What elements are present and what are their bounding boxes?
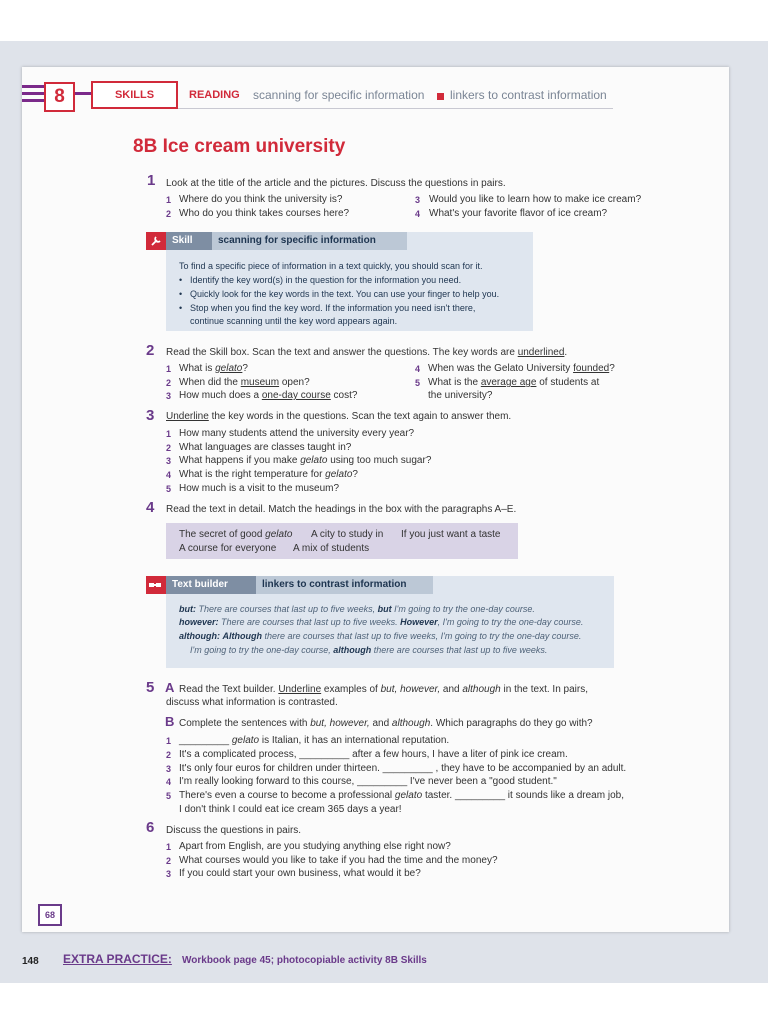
- ex2-item-num: 1: [166, 364, 172, 374]
- text-builder-line: however: There are courses that last up to five weeks. However, I'm going to try the one-day course.: [179, 617, 584, 627]
- ex2-item-num: 4: [415, 364, 421, 374]
- skill-bullet: Quickly look for the key words in the text. You can use your finger to help you.: [190, 289, 500, 299]
- heading-option: A course for everyone: [179, 543, 277, 554]
- wrench-icon: [146, 232, 166, 250]
- ex5-item-continued: I don't think I could eat ice cream 365 days a year!: [179, 804, 402, 815]
- text-builder-title: linkers to contrast information: [256, 576, 433, 594]
- header-bar-left-3: [22, 99, 44, 102]
- ex2-item-text: When did the museum open?: [179, 377, 310, 388]
- text-builder-line: although: Although there are courses that last up to five weeks, I'm going to try the one-day course.: [179, 631, 582, 641]
- exercise-4-instruction: Read the text in detail. Match the headings in the box with the paragraphs A–E.: [166, 504, 517, 515]
- ex3-item-text: What happens if you make gelato using too much sugar?: [179, 455, 432, 466]
- ex3-item-text: How much is a visit to the museum?: [179, 483, 340, 494]
- ex3-item-text: What languages are classes taught in?: [179, 442, 352, 453]
- exercise-4-number: 4: [146, 499, 155, 516]
- ex5-item-num: 3: [166, 764, 172, 774]
- ex5-item-text: I'm really looking forward to this course, _________ I've never been a "good student.": [179, 776, 557, 787]
- puzzle-icon: [146, 576, 166, 594]
- ex2-item-text: What is gelato?: [179, 363, 248, 374]
- heading-option: If you just want a taste: [401, 529, 501, 540]
- exercise-1-number: 1: [147, 172, 156, 189]
- page-title: 8B Ice cream university: [133, 136, 346, 157]
- ex2-item-text: When was the Gelato University founded?: [428, 363, 615, 374]
- ex6-item-num: 1: [166, 842, 172, 852]
- page-number: 68: [38, 904, 62, 926]
- ex3-item-num: 4: [166, 470, 172, 480]
- skill-label: Skill: [166, 232, 212, 250]
- ex3-item-text: How many students attend the university every year?: [179, 428, 415, 439]
- exercise-5b-instruction: Complete the sentences with but, however, and although. Which paragraphs do they go with?: [179, 718, 593, 729]
- exercise-2-number: 2: [146, 342, 155, 359]
- ex2-item-text: How much does a one-day course cost?: [179, 390, 358, 401]
- ex5-item-text: _________ gelato is Italian, it has an international reputation.: [179, 735, 450, 746]
- header-focus-1: scanning for specific information: [253, 88, 425, 102]
- ex1-item-num: 1: [166, 195, 172, 205]
- text-builder-label: Text builder: [166, 576, 256, 594]
- header-square-bullet: [437, 93, 444, 100]
- exercise-3-number: 3: [146, 407, 155, 424]
- ex1-item-num: 4: [415, 209, 421, 219]
- footer-page-number: 148: [22, 956, 39, 967]
- skill-bullet-marker: •: [179, 275, 183, 285]
- ex5-item-text: It's a complicated process, _________ after a few hours, I have a liter of pink ice cream.: [179, 749, 568, 760]
- ex2-item-num: 5: [415, 378, 421, 388]
- skill-bullet-marker: •: [179, 289, 183, 299]
- ex1-item-text: What's your favorite flavor of ice cream?: [429, 208, 608, 219]
- ex5-item-num: 5: [166, 791, 172, 801]
- skills-label: SKILLS: [91, 81, 178, 109]
- heading-option: A mix of students: [293, 543, 370, 554]
- ex5-item-num: 2: [166, 750, 172, 760]
- ex6-item-text: If you could start your own business, what would it be?: [179, 868, 421, 879]
- ex6-item-num: 2: [166, 856, 172, 866]
- ex3-item-text: What is the right temperature for gelato?: [179, 469, 358, 480]
- ex1-item-text: Would you like to learn how to make ice cream?: [429, 194, 642, 205]
- ex2-item-text: What is the average age of students at: [428, 377, 600, 388]
- heading-option: The secret of good gelato: [179, 529, 293, 540]
- header-bar-left-2: [22, 92, 44, 95]
- ex5-item-text: It's only four euros for children under thirteen. _________ , they have to be accompanied by an adult.: [179, 763, 627, 774]
- text-builder-line: but: There are courses that last up to five weeks, but I'm going to try the one-day course.: [179, 604, 535, 614]
- exercise-5-number: 5: [146, 679, 155, 696]
- extra-practice-label: EXTRA PRACTICE:: [63, 952, 172, 966]
- heading-option: A city to study in: [311, 529, 384, 540]
- ex3-item-num: 1: [166, 429, 172, 439]
- ex3-item-num: 2: [166, 443, 172, 453]
- unit-number: 8: [44, 82, 75, 112]
- skill-title: scanning for specific information: [212, 232, 407, 250]
- exercise-5b-label: B: [165, 714, 175, 729]
- header-bar-left-1: [22, 85, 44, 88]
- exercise-3-instruction: Underline the key words in the questions. Scan the text again to answer them.: [166, 411, 512, 422]
- ex1-item-text: Where do you think the university is?: [179, 194, 343, 205]
- skill-bullet: Stop when you find the key word. If the information you need isn't there,: [190, 303, 476, 313]
- skill-bullet: Identify the key word(s) in the question for the information you need.: [190, 275, 462, 285]
- ex5-item-text: There's even a course to become a professional gelato taster. _________ it sounds like a dream job,: [179, 790, 624, 801]
- skill-bullet-continued: continue scanning until the key word appears again.: [190, 316, 398, 326]
- exercise-6-instruction: Discuss the questions in pairs.: [166, 825, 302, 836]
- ex3-item-num: 5: [166, 484, 172, 494]
- exercise-2-instruction: Read the Skill box. Scan the text and answer the questions. The key words are underlined.: [166, 347, 568, 358]
- exercise-5a-instruction-cont: discuss what information is contrasted.: [166, 697, 338, 708]
- text-builder-line: I'm going to try the one-day course, although there are courses that last up to five weeks.: [190, 645, 548, 655]
- ex6-item-num: 3: [166, 869, 172, 879]
- ex5-item-num: 1: [166, 736, 172, 746]
- ex1-item-text: Who do you think takes courses here?: [179, 208, 350, 219]
- ex5-item-num: 4: [166, 777, 172, 787]
- ex3-item-num: 3: [166, 456, 172, 466]
- exercise-5a-label: A: [165, 680, 175, 695]
- exercise-6-number: 6: [146, 819, 155, 836]
- ex2-item-num: 3: [166, 391, 172, 401]
- ex6-item-text: What courses would you like to take if you had the time and the money?: [179, 855, 498, 866]
- header-rule: [176, 108, 613, 109]
- header-focus-2: linkers to contrast information: [450, 88, 607, 102]
- ex2-item-num: 2: [166, 378, 172, 388]
- ex1-item-num: 2: [166, 209, 172, 219]
- ex1-item-num: 3: [415, 195, 421, 205]
- extra-practice-text: Workbook page 45; photocopiable activity 8B Skills: [182, 955, 427, 966]
- ex2-item-continued: the university?: [428, 390, 493, 401]
- skill-bullet-marker: •: [179, 303, 183, 313]
- exercise-1-instruction: Look at the title of the article and the pictures. Discuss the questions in pairs.: [166, 178, 506, 189]
- ex6-item-text: Apart from English, are you studying anything else right now?: [179, 841, 451, 852]
- reading-label: READING: [189, 89, 240, 101]
- skill-intro: To find a specific piece of information in a text quickly, you should scan for it.: [179, 261, 483, 271]
- exercise-5a-instruction: Read the Text builder. Underline examples of but, however, and although in the text. In pairs,: [179, 684, 588, 695]
